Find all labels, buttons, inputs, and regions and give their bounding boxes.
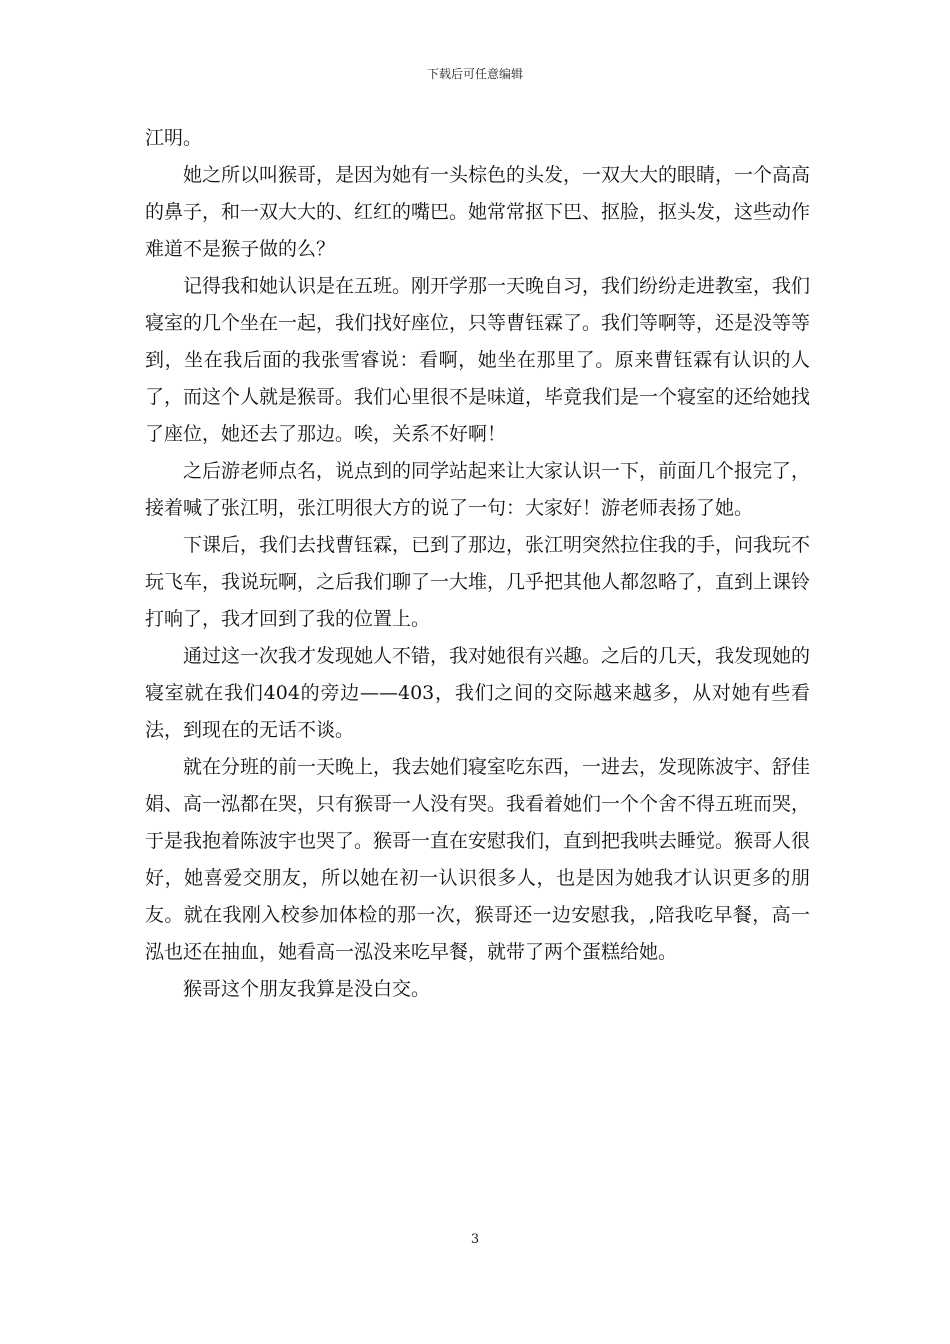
paragraph: 猴哥这个朋友我算是没白交。 [183, 978, 431, 1000]
document-body [145, 120, 810, 1008]
page-header: 下载后可任意编辑 [426, 67, 523, 81]
paragraph: 下课后，我们去找曹钰霖，已到了那边，张江明突然拉住我的手，问我玩不玩飞车，我说玩啊，之后我们聊了一大堆，几乎把其他人都忽略了，直到上课铃打响了，我才回到了我的位置上。 [145, 534, 811, 630]
paragraph: 江明。 [145, 127, 203, 149]
paragraph: 记得我和她认识是在五班。刚开学那一天晚自习，我们纷纷走进教室，我们寝室的几个坐在一起，我们找好座位，只等曹钰霖了。我们等啊等，还是没等等到，坐在我后面的我张雪睿说：看啊，她坐在那里了。原来曹钰霖有认识的人了，而这个人就是猴哥。我们心里很不是味道，毕竟我们是一个寝室的还给她找了座位，她还去了那边。唉，关系不好啊！ [145, 275, 811, 445]
paragraph: 之后游老师点名，说点到的同学站起来让大家认识一下，前面几个报完了，接着喊了张江明，张江明很大方的说了一句：大家好！游老师表扬了她。 [145, 460, 811, 519]
paragraph: 她之所以叫猴哥，是因为她有一头棕色的头发，一双大大的眼睛，一个高高的鼻子，和一双大大的、红红的嘴巴。她常常抠下巴、抠脸，抠头发，这些动作难道不是猴子做的么？ [145, 164, 811, 260]
paragraph: 通过这一次我才发现她人不错，我对她很有兴趣。之后的几天，我发现她的寝室就在我们404的旁边——403，我们之间的交际越来越多，从对她有些看法，到现在的无话不谈。 [145, 645, 811, 741]
page-number: 3 [470, 1232, 480, 1247]
paragraph: 就在分班的前一天晚上，我去她们寝室吃东西，一进去，发现陈波宇、舒佳娟、高一泓都在哭，只有猴哥一人没有哭。我看着她们一个个舍不得五班而哭，于是我抱着陈波宇也哭了。猴哥一直在安慰我们，直到把我哄去睡觉。猴哥人很好，她喜爱交朋友，所以她在初一认识很多人，也是因为她我才认识更多的朋友。就在我刚入校参加体检的那一次，猴哥还一边安慰我，,陪我吃早餐，高一泓也还在抽血，她看高一泓没来吃早餐，就带了两个蛋糕给她。 [145, 756, 811, 963]
